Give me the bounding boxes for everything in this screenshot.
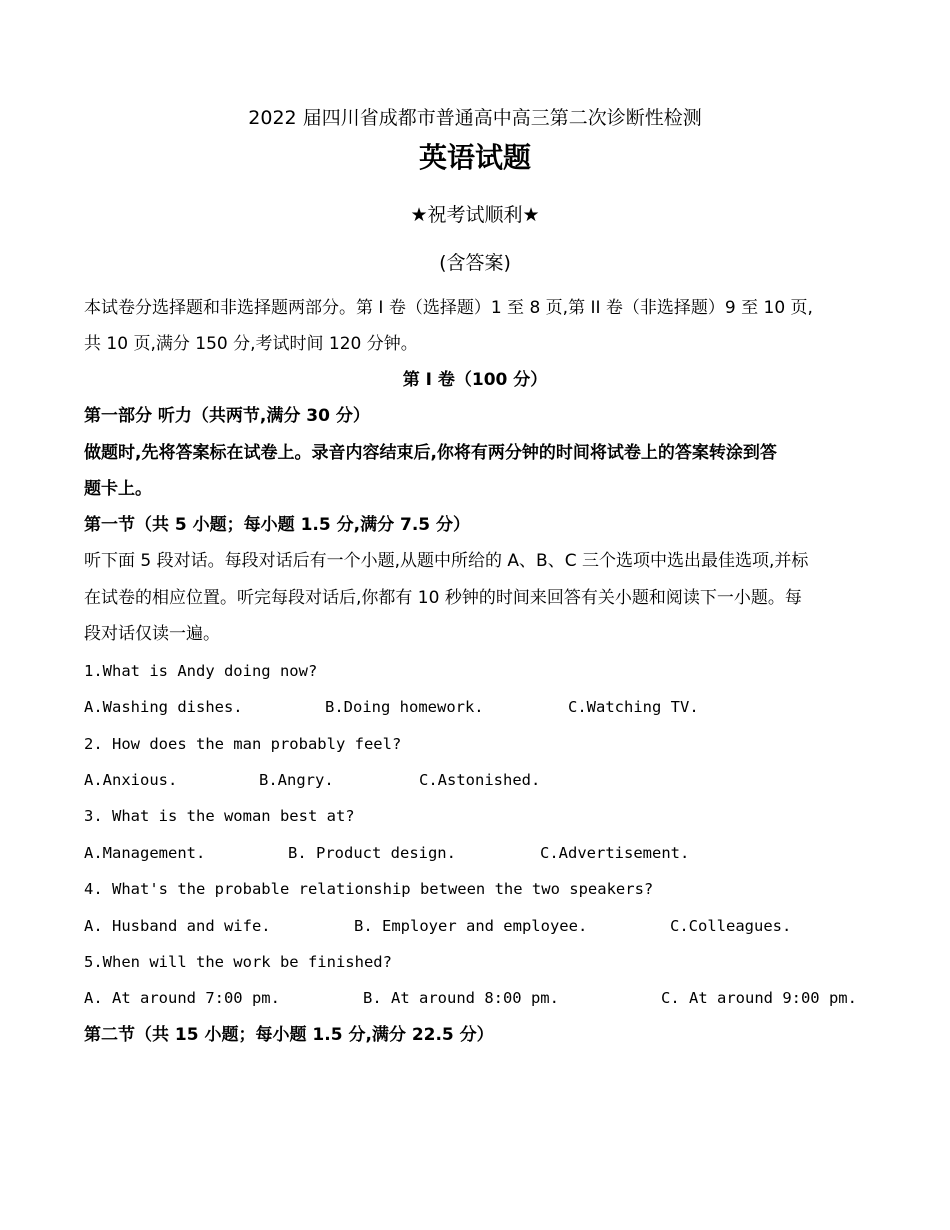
option-c: C. At around 9:00 pm.	[661, 989, 857, 1007]
option-c: C.Watching TV.	[568, 698, 699, 716]
directions-line-1: 听下面 5 段对话。每段对话后有一个小题,从题中所给的 A、B、C 三个选项中选出最佳选项,并标	[84, 551, 809, 571]
option-c: C.Colleagues.	[670, 917, 792, 935]
instruction-line-2: 题卡上。	[84, 479, 152, 499]
option-a: A.Anxious.	[84, 771, 178, 789]
option-b: B.Doing homework.	[325, 698, 484, 716]
question-1-stem: 1.What is Andy doing now?	[84, 662, 318, 680]
option-a: A.Management.	[84, 844, 206, 862]
option-b: B.Angry.	[259, 771, 334, 789]
subject-title: 英语试题	[418, 141, 531, 174]
option-a: A. At around 7:00 pm.	[84, 989, 280, 1007]
option-c: C.Astonished.	[419, 771, 541, 789]
volume-heading: 第 I 卷（100 分）	[402, 370, 548, 390]
answer-note: (含答案)	[439, 252, 511, 274]
wish-line: ★祝考试顺利★	[410, 204, 540, 226]
option-c: C.Advertisement.	[540, 844, 690, 862]
instruction-line-1: 做题时,先将答案标在试卷上。录音内容结束后,你将有两分钟的时间将试卷上的答案转涂到答	[84, 443, 777, 463]
section2-heading: 第二节（共 15 小题；每小题 1.5 分,满分 22.5 分）	[84, 1025, 494, 1045]
question-5-stem: 5.When will the work be finished?	[84, 953, 392, 971]
option-b: B. Employer and employee.	[354, 917, 588, 935]
intro-line-2: 共 10 页,满分 150 分,考试时间 120 分钟。	[84, 334, 418, 354]
directions-line-2: 在试卷的相应位置。听完每段对话后,你都有 10 秒钟的时间来回答有关小题和阅读下一小题。每	[84, 588, 802, 608]
intro-line-1: 本试卷分选择题和非选择题两部分。第 I 卷（选择题）1 至 8 页,第 II 卷（非选择题）9 至 10 页,	[84, 298, 813, 318]
question-2-stem: 2. How does the man probably feel?	[84, 735, 402, 753]
question-3-stem: 3. What is the woman best at?	[84, 807, 355, 825]
section1-heading: 第一节（共 5 小题；每小题 1.5 分,满分 7.5 分）	[84, 515, 471, 535]
option-a: A.Washing dishes.	[84, 698, 243, 716]
option-b: B. At around 8:00 pm.	[363, 989, 559, 1007]
option-b: B. Product design.	[288, 844, 456, 862]
exam-title: 2022 届四川省成都市普通高中高三第二次诊断性检测	[248, 107, 702, 129]
question-4-stem: 4. What's the probable relationship between the two speakers?	[84, 880, 654, 898]
part1-heading: 第一部分 听力（共两节,满分 30 分）	[84, 406, 370, 426]
directions-line-3: 段对话仅读一遍。	[84, 624, 220, 644]
option-a: A. Husband and wife.	[84, 917, 271, 935]
